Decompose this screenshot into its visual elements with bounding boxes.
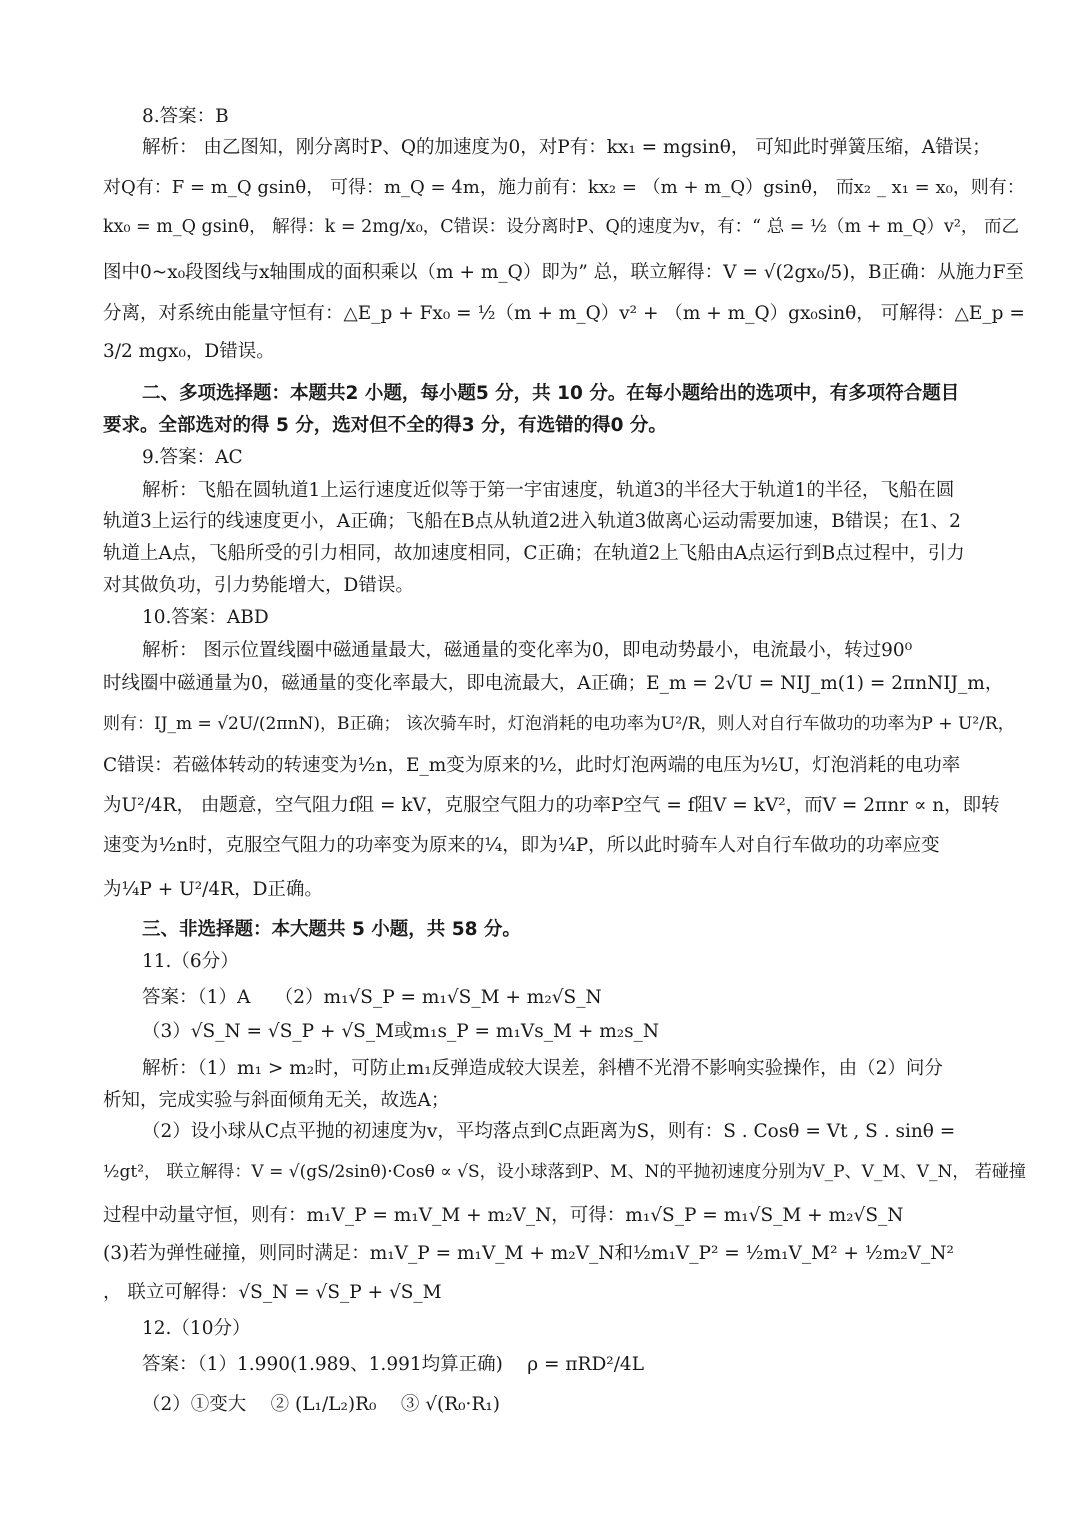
q10-line-6: 速变为½n时，克服空气阻力的功率变为原来的¼，即为¼P，所以此时骑车人对自行车做功的功率应变	[103, 835, 940, 856]
q8-line-3: kx₀ = m_Q gsinθ， 解得：k = 2mg/x₀，C错误：设分离时P、Q的速度为v，有：“ 总 = ½（m + m_Q）v²， 而乙	[103, 217, 1019, 237]
q9-answer: 9.答案：AC	[142, 447, 243, 468]
q11-line-2: （3）√S_N = √S_P + √S_M或m₁s_P = m₁Vs_M + m₂s_N	[142, 1021, 660, 1042]
q12-title: 12.（10分）	[142, 1318, 251, 1339]
q11-title: 11.（6分）	[142, 951, 239, 972]
q9-line-1: 解析：飞船在圆轨道1上运行速度近似等于第一宇宙速度，轨道3的半径大于轨道1的半径，飞船在圆	[142, 480, 955, 501]
q10-line-4: C错误：若磁体转动的转速变为½n，E_m变为原来的½，此时灯泡两端的电压为½U，灯泡消耗的电功率	[103, 755, 961, 776]
q9-line-2: 轨道3上运行的线速度更小，A正确；飞船在B点从轨道2进入轨道3做离心运动需要加速，B错误；在1、2	[103, 511, 961, 532]
q8-answer: 8.答案：B	[142, 106, 229, 127]
q12-line-2: （2）①变大 ② (L₁/L₂)R₀ ③ √(R₀·R₁)	[142, 1394, 501, 1415]
q8-line-1: 解析： 由乙图知，刚分离时P、Q的加速度为0，对P有：kx₁ = mgsinθ， 可知此时弹簧压缩，A错误；	[142, 137, 991, 158]
q11-line-1: 答案：（1）A （2）m₁√S_P = m₁√S_M + m₂√S_N	[142, 987, 602, 1008]
q8-line-5: 分离，对系统由能量守恒有：△E_p + Fx₀ = ½（m + m_Q）v² + （m + m_Q）gx₀sinθ， 可解得：△E_p =	[103, 303, 1025, 324]
q10-line-2: 时线圈中磁通量为0，磁通量的变化率最大，即电流最大，A正确；E_m = 2√U = NIJ_m(1) = 2πnNIJ_m，	[103, 673, 1004, 694]
q9-line-3: 轨道上A点，飞船所受的引力相同，故加速度相同，C正确；在轨道2上飞船由A点运行到B点过程中，引力	[103, 543, 965, 564]
q11-line-6: ½gt²， 联立解得：V = √(gS/2sinθ)·Cosθ ∝ √S，设小球落到P、M、N的平抛初速度分别为V_P、V_M、V_N， 若碰撞	[103, 1162, 1026, 1182]
q10-line-1: 解析： 图示位置线圈中磁通量最大，磁通量的变化率为0，即电动势最小，电流最小，转过90⁰	[142, 640, 913, 661]
q8-line-4: 图中0~x₀段图线与x轴围成的面积乘以（m + m_Q）即为” 总，联立解得：V = √(2gx₀/5)，B正确：从施力F至	[103, 262, 1024, 283]
q11-line-7: 过程中动量守恒，则有：m₁V_P = m₁V_M + m₂V_N，可得：m₁√S_P = m₁√S_M + m₂√S_N	[103, 1205, 904, 1226]
q11-line-5: （2）设小球从C点平抛的初速度为v，平均落点到C点距离为S，则有：S . Cosθ = Vt , S . sinθ =	[142, 1121, 956, 1142]
section-3-heading: 三、非选择题：本大题共 5 小题，共 58 分。	[142, 919, 521, 940]
q9-line-4: 对其做负功，引力势能增大，D错误。	[103, 575, 414, 596]
q11-line-4: 析知，完成实验与斜面倾角无关，故选A；	[103, 1090, 450, 1111]
section-2-heading-1: 二、多项选择题：本题共2 小题，每小题5 分，共 10 分。在每小题给出的选项中，有多项符合题目	[142, 383, 960, 404]
q8-line-6: 3/2 mgx₀，D错误。	[103, 341, 275, 362]
q10-line-7: 为¼P + U²/4R，D正确。	[103, 879, 323, 900]
q10-line-5: 为U²/4R， 由题意，空气阻力f阻 = kV，克服空气阻力的功率P空气 = f阻V = kV²，而V = 2πnr ∝ n，即转	[103, 795, 1000, 816]
q11-line-9: ， 联立可解得：√S_N = √S_P + √S_M	[103, 1282, 442, 1303]
q11-line-3: 解析：（1）m₁ > m₂时，可防止m₁反弹造成较大误差，斜槽不光滑不影响实验操作，由（2）问分	[142, 1058, 943, 1079]
q12-line-1: 答案：（1）1.990(1.989、1.991均算正确) ρ = πRD²/4L	[142, 1354, 644, 1375]
q11-line-8: (3)若为弹性碰撞，则同时满足：m₁V_P = m₁V_M + m₂V_N和½m₁V_P² = ½m₁V_M² + ½m₂V_N²	[103, 1243, 954, 1264]
section-2-heading-2: 要求。全部选对的得 5 分，选对但不全的得3 分，有选错的得0 分。	[103, 415, 667, 436]
q10-line-3: 则有：IJ_m = √2U/(2πnN)，B正确； 该次骑车时，灯泡消耗的电功率为U²/R，则人对自行车做功的功率为P + U²/R，	[103, 714, 1015, 734]
q10-answer: 10.答案：ABD	[142, 607, 269, 628]
q8-line-2: 对Q有：F = m_Q gsinθ， 可得：m_Q = 4m，施力前有：kx₂ = （m + m_Q）gsinθ， 而x₂ _ x₁ = x₀，则有：	[103, 177, 1025, 198]
